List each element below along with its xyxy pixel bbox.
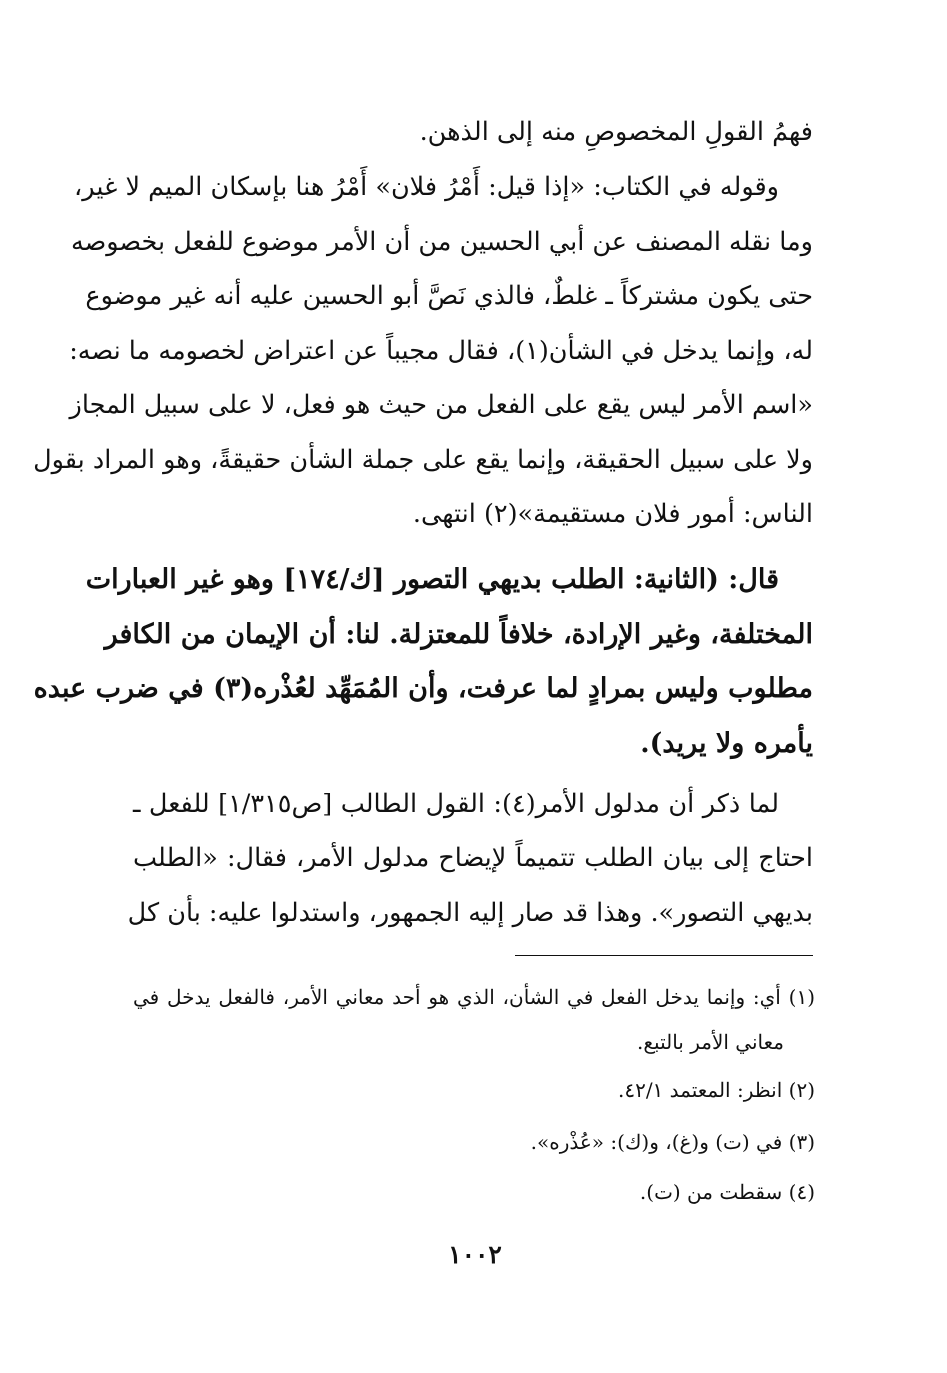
- body-line: حتى يكون مشتركاً ـ غلطٌ، فالذي نَصَّ أبو الحسين عليه أنه غير موضوع: [85, 281, 813, 311]
- body-line: احتاج إلى بيان الطلب تتميماً لإيضاح مدلول الأمر، فقال: «الطلب: [133, 843, 813, 873]
- quoted-text-line: مطلوب وليس بمرادٍ لما عرفت، وأن المُمَهِّد لعُذْره(٣) في ضرب عبده: [33, 673, 813, 704]
- body-line: الناس: أمور فلان مستقيمة»(٢) انتهى.: [412, 499, 813, 529]
- quoted-text-line: قال: (الثانية: الطلب بديهي التصور [ك/١٧٤] وهو غير العبارات: [85, 564, 779, 595]
- footnote-separator: [515, 955, 813, 956]
- body-line: لما ذكر أن مدلول الأمر(٤): القول الطالب [ص١/٣١٥] للفعل ـ: [133, 789, 780, 819]
- quoted-text-line: المختلفة، وغير الإرادة، خلافاً للمعتزلة. لنا: أن الإيمان من الكافر: [104, 619, 813, 650]
- footnote-line: (٣) في (ت) و(غ)، و(ك): «عُذْره».: [530, 1130, 815, 1154]
- body-line: وما نقله المصنف عن أبي الحسين من أن الأمر موضوع للفعل بخصوصه: [70, 227, 813, 257]
- body-line: بديهي التصور». وهذا قد صار إليه الجمهور، واستدلوا عليه: بأن كل: [127, 898, 813, 928]
- body-line: «اسم الأمر ليس يقع على الفعل من حيث هو فعل، لا على سبيل المجاز: [69, 390, 813, 420]
- body-line: ولا على سبيل الحقيقة، وإنما يقع على جملة الشأن حقيقةً، وهو المراد بقول: [33, 445, 813, 475]
- footnote-line: (٢) انظر: المعتمد ٤٢/١.: [617, 1078, 815, 1102]
- page-number: ١٠٠٢: [448, 1240, 502, 1269]
- footnote-line: (١) أي: وإنما يدخل الفعل في الشأن، الذي هو أحد معاني الأمر، فالفعل يدخل في: [133, 985, 815, 1009]
- footnote-line: (٤) سقطت من (ت).: [639, 1180, 815, 1204]
- quoted-text-line: يأمره ولا يريد).: [640, 728, 813, 759]
- body-line: وقوله في الكتاب: «إذا قيل: أَمْرُ فلان» أَمْرُ هنا بإسكان الميم لا غير،: [74, 172, 779, 202]
- body-line: فهمُ القولِ المخصوصِ منه إلى الذهن.: [419, 117, 813, 147]
- footnote-line: معاني الأمر بالتبع.: [637, 1030, 784, 1054]
- body-line: له، وإنما يدخل في الشأن(١)، فقال مجيباً عن اعتراض لخصومه ما نصه:: [69, 336, 813, 366]
